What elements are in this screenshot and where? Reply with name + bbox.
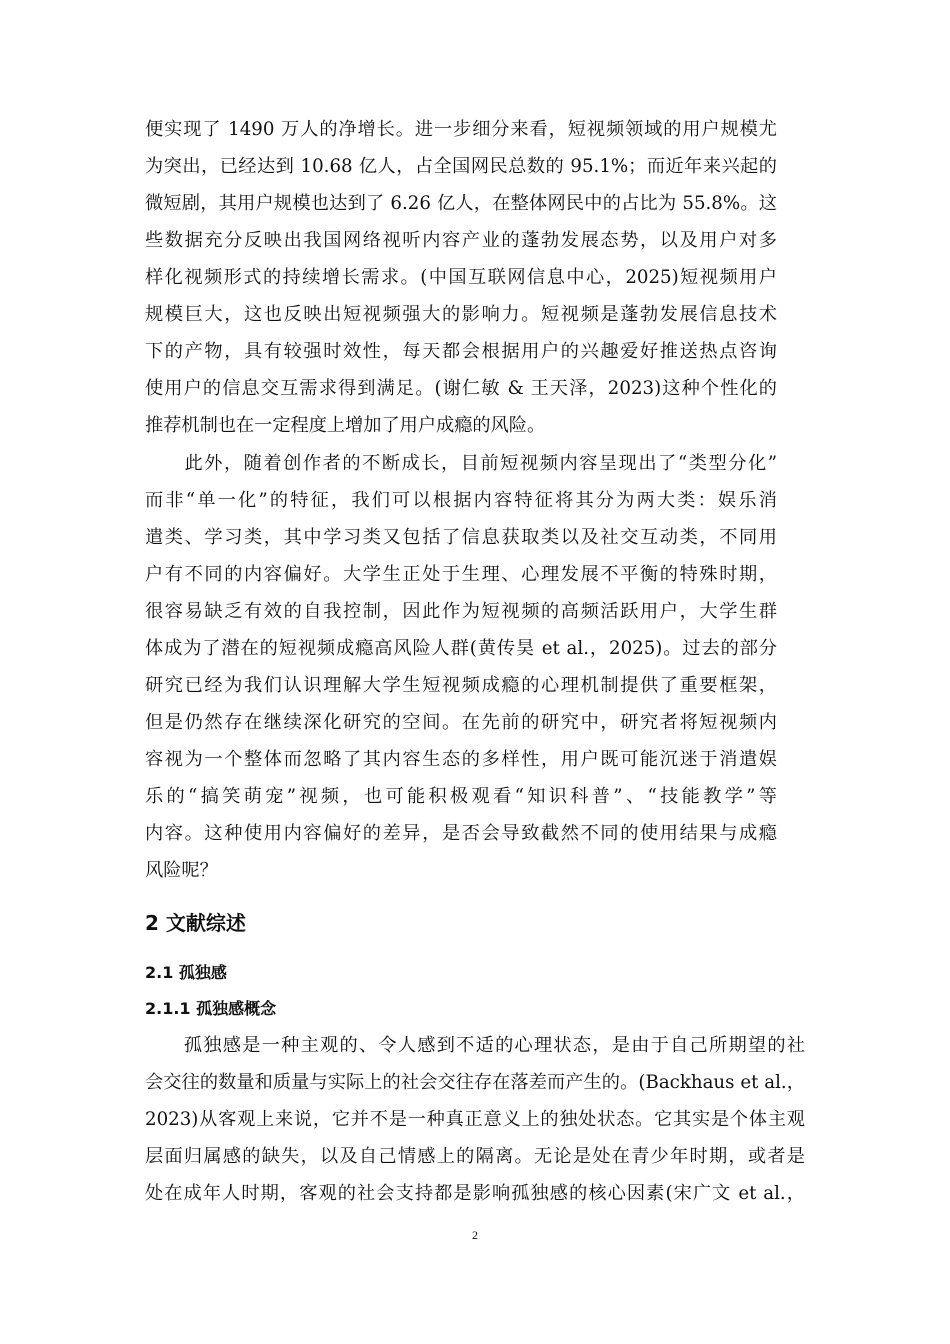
text-line: 规模巨大，这也反映出短视频强大的影响力。短视频是蓬勃发展信息技术	[145, 304, 777, 325]
subsubsection-heading: 2.1.1 孤独感概念	[145, 999, 277, 1018]
text-line: 样化视频形式的持续增长需求。(中国互联网信息中心，2025)短视频用户	[145, 267, 777, 288]
paragraph-content-types	[145, 445, 777, 889]
subsection-heading: 2.1 孤独感	[145, 963, 227, 982]
text-line: 但是仍然存在继续深化研究的空间。在先前的研究中，研究者将短视频内	[145, 712, 777, 733]
text-line: 2023)从客观上来说，它并不是一种真正意义上的独处状态。它其实是个体主观	[145, 1109, 805, 1130]
text-line: 推荐机制也在一定程度上增加了用户成瘾的风险。	[145, 415, 546, 436]
text-line: 研究已经为我们认识理解大学生短视频成瘾的心理机制提供了重要框架，	[145, 675, 777, 696]
section-heading: 2 文献综述	[145, 911, 246, 935]
text-line: 些数据充分反映出我国网络视听内容产业的蓬勃发展态势，以及用户对多	[145, 230, 777, 251]
text-line: 而非“单一化”的特征，我们可以根据内容特征将其分为两大类：娱乐消	[145, 490, 777, 511]
text-line: 很容易缺乏有效的自我控制，因此作为短视频的高频活跃用户，大学生群	[145, 601, 777, 622]
text-line: 内容。这种使用内容偏好的差异，是否会导致截然不同的使用结果与成瘾	[145, 823, 777, 844]
text-line: 处在成年人时期，客观的社会支持都是影响孤独感的核心因素(宋广文 et al.，	[145, 1183, 805, 1204]
text-line: 户有不同的内容偏好。大学生正处于生理、心理发展不平衡的特殊时期，	[145, 564, 777, 585]
text-line: 使用户的信息交互需求得到满足。(谢仁敏 & 王天泽，2023)这种个性化的	[145, 378, 777, 399]
text-line: 孤独感是一种主观的、令人感到不适的心理状态，是由于自己所期望的社	[145, 1035, 805, 1056]
text-line: 风险呢？	[145, 860, 218, 881]
text-line: 此外，随着创作者的不断成长，目前短视频内容呈现出了“类型分化”	[145, 453, 777, 474]
paragraph-loneliness-concept	[145, 1027, 805, 1212]
text-line: 微短剧，其用户规模也达到了 6.26 亿人，在整体网民中的占比为 55.8%。这	[145, 193, 777, 214]
text-line: 层面归属感的缺失，以及自己情感上的隔离。无论是处在青少年时期，或者是	[145, 1146, 805, 1167]
text-line: 下的产物，具有较强时效性，每天都会根据用户的兴趣爱好推送热点咨询	[145, 341, 777, 362]
text-line: 乐的“搞笑萌宠”视频，也可能积极观看“知识科普”、“技能教学”等	[145, 786, 777, 807]
text-line: 为突出，已经达到 10.68 亿人，占全国网民总数的 95.1%；而近年来兴起的	[145, 156, 777, 177]
text-line: 体成为了潜在的短视频成瘾高风险人群(黄传昊 et al.，2025)。过去的部分	[145, 638, 777, 659]
paragraph-cnnic-statistics	[145, 111, 777, 444]
page-number: 2	[472, 1228, 478, 1242]
text-line: 遣类、学习类，其中学习类又包括了信息获取类以及社交互动类，不同用	[145, 527, 777, 548]
text-line: 容视为一个整体而忽略了其内容生态的多样性，用户既可能沉迷于消遣娱	[145, 749, 777, 770]
text-line: 便实现了 1490 万人的净增长。进一步细分来看，短视频领域的用户规模尤	[145, 119, 777, 140]
text-line: 会交往的数量和质量与实际上的社会交往存在落差而产生的。(Backhaus et al.，	[145, 1072, 805, 1093]
